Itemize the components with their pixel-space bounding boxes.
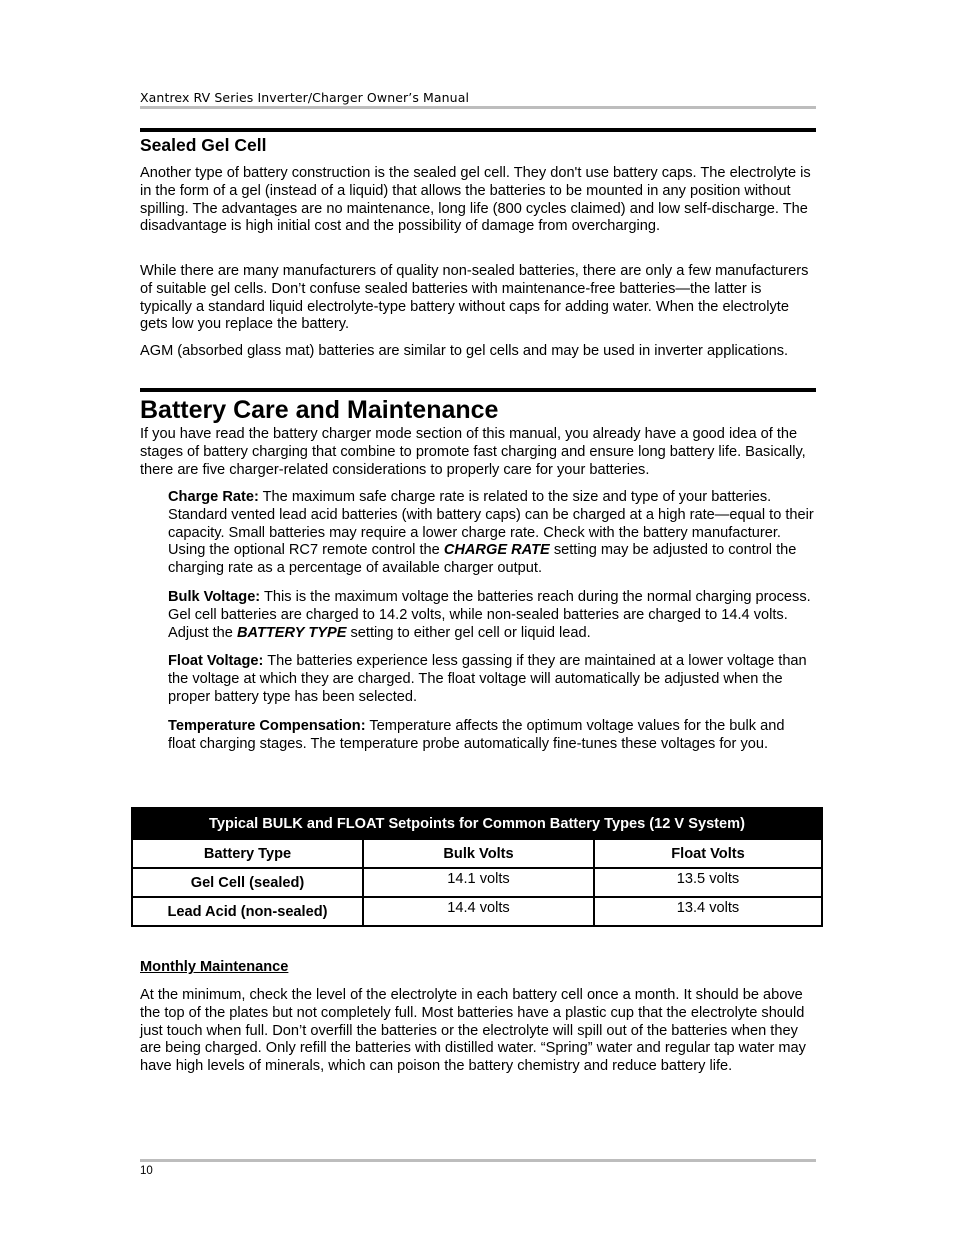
table-cell-float-volts: 13.4 volts xyxy=(594,897,822,926)
column-header-float-volts: Float Volts xyxy=(594,839,822,868)
label-bulk-voltage: Bulk Voltage: xyxy=(168,589,261,605)
footer-rule xyxy=(140,1159,816,1162)
setpoints-table xyxy=(131,807,823,927)
table-cell-bulk-volts: 14.4 volts xyxy=(363,897,594,926)
paragraph-sealed-gel-3: AGM (absorbed glass mat) batteries are similar to gel cells and may be used in inverter applications. xyxy=(140,343,789,359)
paragraph-monthly-maintenance: At the minimum, check the level of the electrolyte in each battery cell once a month. It should be above the top of the plates but not completely full. Most batteries have a plastic cup that the electrolyte should just touch when full. Don’t overfill the batteries or the electrolyte will spill out of the batteries when they are being charged. Only refill the batteries with distilled water. “Spring” water and regular tap water may have high levels of minerals, which can poison the battery chemistry and reduce battery life. xyxy=(140,987,806,1075)
paragraph-sealed-gel-2: While there are many manufacturers of quality non-sealed batteries, there are only a few manufacturers of suitable gel cells. Don’t confuse sealed batteries with maintenance-free batteries—the latter is typically a standard liquid electrolyte-type battery without caps for adding water. When the electrolyte gets low you replace the battery. xyxy=(140,263,809,333)
paragraph-care-intro: If you have read the battery charger mode section of this manual, you already have a good idea of the stages of battery charging that combine to promote fast charging and ensure long battery life. Basically, there are five charger-related considerations to properly care for your batteries. xyxy=(140,426,806,478)
item-float-voltage xyxy=(168,653,816,706)
table-row xyxy=(132,868,822,897)
item-temperature-compensation xyxy=(168,718,816,754)
table-caption-row xyxy=(132,808,822,839)
page-number: 10 xyxy=(140,1165,153,1177)
table-cell-battery-type: Gel Cell (sealed) xyxy=(132,868,363,897)
section-rule-battery-care xyxy=(140,388,816,392)
text-temperature-compensation: Temperature affects the optimum voltage values for the bulk and float charging stages. The temperature probe automatically fine-tunes these voltages for you. xyxy=(168,718,785,752)
section-rule-sealed-gel xyxy=(140,128,816,132)
text-bulk-voltage-a: This is the maximum voltage the batteries reach during the normal charging process. Gel cell batteries are charged to 14.2 volts, while non-sealed batteries are charged to 14.4 volts. Adjust the xyxy=(168,589,811,641)
running-header: Xantrex RV Series Inverter/Charger Owner’s Manual xyxy=(140,90,470,105)
table-row xyxy=(132,897,822,926)
table-cell-battery-type: Lead Acid (non-sealed) xyxy=(132,897,363,926)
setting-battery-type: BATTERY TYPE xyxy=(236,624,347,641)
heading-battery-care: Battery Care and Maintenance xyxy=(140,396,499,424)
column-header-battery-type: Battery Type xyxy=(132,839,363,868)
table-cell-float-volts: 13.5 volts xyxy=(594,868,822,897)
header-rule xyxy=(140,106,816,109)
table-cell-bulk-volts: 14.1 volts xyxy=(363,868,594,897)
heading-monthly-maintenance: Monthly Maintenance xyxy=(140,959,289,975)
table-header-row xyxy=(132,839,822,868)
heading-sealed-gel-cell: Sealed Gel Cell xyxy=(140,135,267,155)
column-header-bulk-volts: Bulk Volts xyxy=(363,839,594,868)
paragraph-sealed-gel-1: Another type of battery construction is the sealed gel cell. They don't use battery caps. The electrolyte is in the form of a gel (instead of a liquid) that allows the batteries to be mounted in any position without spilling. The advantages are no maintenance, long life (800 cycles claimed) and low self-discharge. The disadvantage is high initial cost and the possibility of damage from overcharging. xyxy=(140,165,811,235)
setting-charge-rate: CHARGE RATE xyxy=(443,542,550,559)
text-charge-rate-b: setting may be adjusted to control the charging rate as a percentage of available charger output. xyxy=(168,542,797,577)
label-charge-rate: Charge Rate: xyxy=(168,489,259,505)
label-temperature-compensation: Temperature Compensation: xyxy=(168,718,366,734)
table-caption: Typical BULK and FLOAT Setpoints for Common Battery Types (12 V System) xyxy=(132,808,822,839)
item-charge-rate xyxy=(168,489,816,578)
text-float-voltage: The batteries experience less gassing if they are maintained at a lower voltage than the voltage at which they are charged. The float voltage will automatically be adjusted when the proper battery type has been selected. xyxy=(168,653,807,705)
item-bulk-voltage xyxy=(168,589,816,642)
text-charge-rate-a: The maximum safe charge rate is related to the size and type of your batteries. Standard vented lead acid batteries (with battery caps) can be charged at a high rate—equal to their capacity. Small batteries may require a lower charge rate. Check with the battery manufacturer. Using the optional RC7 remote control the xyxy=(168,489,814,559)
label-float-voltage: Float Voltage: xyxy=(168,653,264,669)
text-bulk-voltage-b: setting to either gel cell or liquid lead. xyxy=(346,624,591,641)
